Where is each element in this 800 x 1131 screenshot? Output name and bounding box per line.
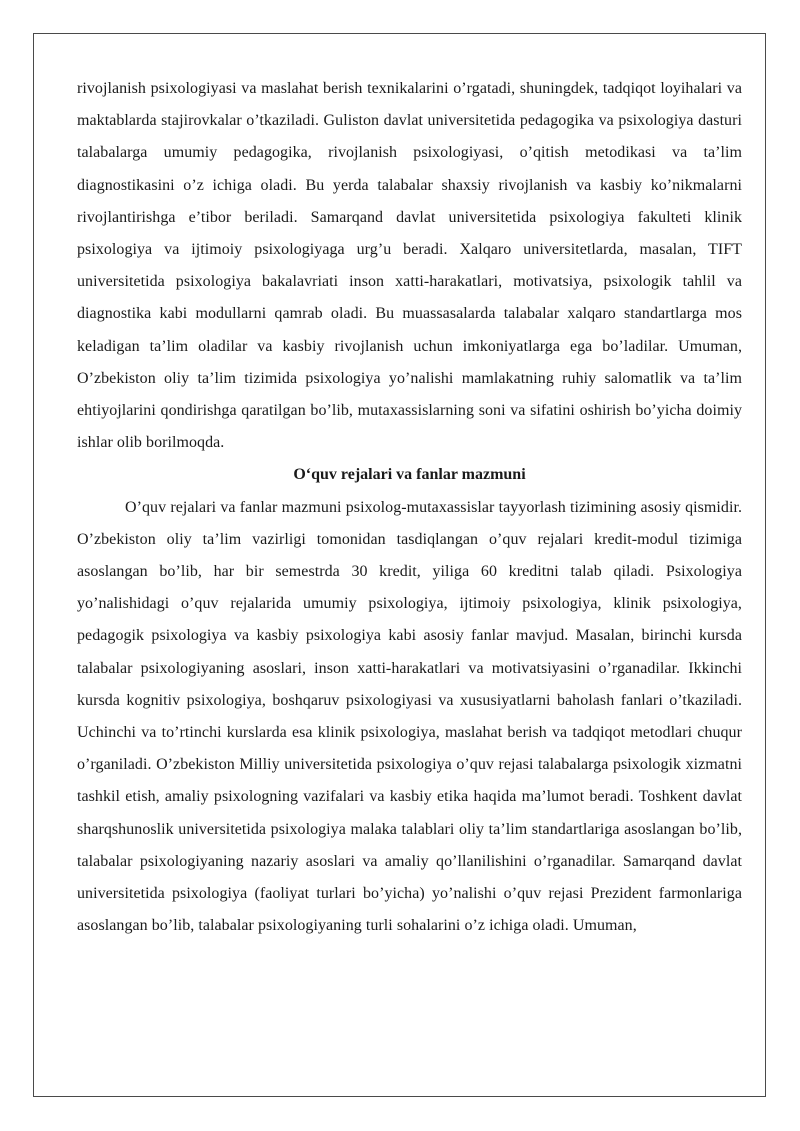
section-heading: O‘quv rejalari va fanlar mazmuni [293, 466, 526, 484]
body-paragraph: rivojlanish psixologiyasi va maslahat berish texnikalarini o’rgatadi, shuningdek, tadqiqot loyihalari va maktablarda stajirovkalar o’tkaziladi. Guliston davlat universitetida pedagogika va psixologiya dasturi talabalarga umumiy pedagogika, rivojlanish psixologiyasi, o’qitish metodikasi va ta’lim diagnostikasini o’z ichiga oladi. Bu yerda talabalar shaxsiy rivojlanish va kasbiy ko’nikmalarni rivojlantirishga e’tibor beriladi. Samarqand davlat universitetida psixologiya fakulteti klinik psixologiya va ijtimoiy psixologiyaga urg’u beradi. Xalqaro universitetlarda, masalan, TIFT universitetida psixologiya bakalavriati inson xatti-harakatlari, motivatsiya, psixologik tahlil va diagnostika kabi modullarni qamrab oladi. Bu muassasalarda talabalar xalqaro standartlarga mos keladigan ta’lim oladilar va kasbiy rivojlanish uchun imkoniyatlarga ega bo’ladilar. Umuman, O’zbekiston oliy ta’lim tizimida psixologiya yo’nalishi mamlakatning ruhiy salomatlik va ta’lim ehtiyojlarini qondirishga qaratilgan bo’lib, mutaxassislarning soni va sifatini oshirish bo’yicha doimiy ishlar olib borilmoqda. [77, 80, 742, 452]
body-paragraph: O’quv rejalari va fanlar mazmuni psixolog-mutaxassislar tayyorlash tizimining asosiy qismidir. O’zbekiston oliy ta’lim vazirligi tomonidan tasdiqlangan o’quv rejalari kredit-modul tizimiga asoslangan bo’lib, har bir semestrda 30 kredit, yiliga 60 kreditni talab qiladi. Psixologiya yo’nalishidagi o’quv rejalarida umumiy psixologiya, ijtimoiy psixologiya, klinik psixologiya, pedagogik psixologiya va kasbiy psixologiya kabi asosiy fanlar mavjud. Masalan, birinchi kursda talabalar psixologiyaning asoslari, inson xatti-harakatlari va motivatsiyasini o’rganadilar. Ikkinchi kursda kognitiv psixologiya, boshqaruv psixologiyasi va xususiyatlarni baholash fanlari o’tkaziladi. Uchinchi va to’rtinchi kurslarda esa klinik psixologiya, maslahat berish va tadqiqot metodlari chuqur o’rganiladi. O’zbekiston Milliy universitetida psixologiya o’quv rejasi talabalarga psixologik xizmatni tashkil etish, amaliy psixologning vazifalari va kasbiy etika haqida ma’lumot beradi. Toshkent davlat sharqshunoslik universitetida psixologiya malaka talablari oliy ta’lim standartlariga asoslangan bo’lib, talabalar psixologiyaning nazariy asoslari va amaliy qo’llanilishini o’rganadilar. Samarqand davlat universitetida psixologiya (faoliyat turlari bo’yicha) yo’nalishi o’quv rejasi Prezident farmonlariga asoslangan bo’lib, talabalar psixologiyaning turli sohalarini o’z ichiga oladi. Umuman, [77, 498, 742, 935]
document-body [77, 73, 742, 942]
